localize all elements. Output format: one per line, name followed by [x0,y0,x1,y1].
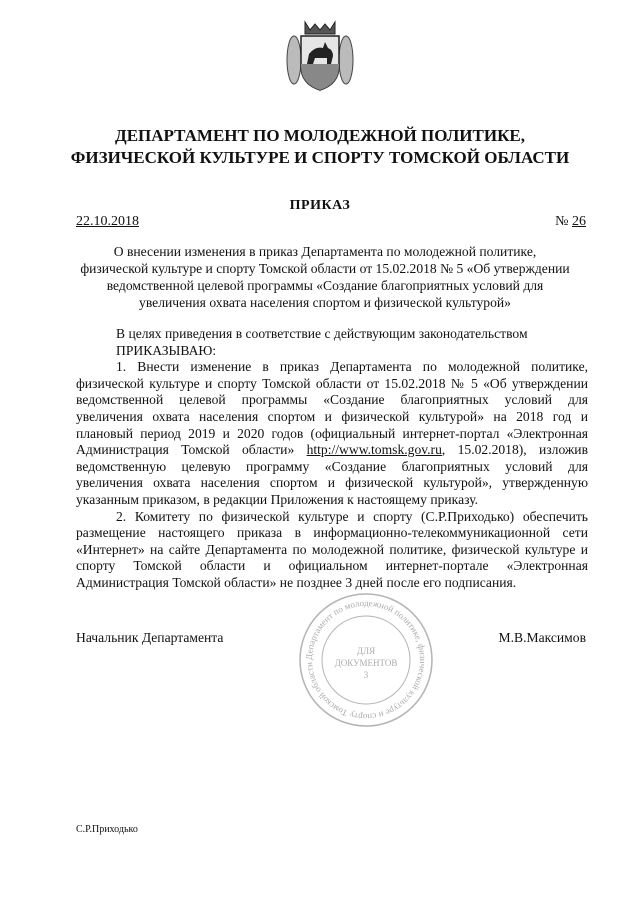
order-number-value: 26 [572,214,586,229]
portal-link[interactable]: http://www.tomsk.gov.ru [306,442,442,458]
signatory-position: Начальник Департамента [76,630,224,645]
stamp-center-line: 3 [363,670,369,680]
order-number [555,214,586,230]
paragraph-1-line: увеличения охвата населения спортом и физической культурой» на 2018 год и [76,408,588,424]
order-date: 22.10.2018 [76,214,139,229]
stamp-ring-text: Департамент по молодежной политике, физической культуре и спорту Томской области [303,597,429,723]
order-subject [60,243,590,311]
paragraph-2-line: 2. Комитету по физической культуре и спорту (С.Р.Приходько) обеспечить [116,508,588,524]
stamp-center-line: ДОКУМЕНТОВ [334,658,398,668]
paragraph-1-line: физической культуре и спорту Томской области от 15.02.2018 № 5 «Об утверждении [76,375,588,391]
subject-line: увеличения охвата населения спортом и физической культурой» [139,295,511,310]
document-author: С.Р.Приходько [76,824,138,835]
paragraph-2-line: «Интернет» на сайте Департамента по молодежной политике, физической культуре и [76,541,588,557]
paragraph-1-text: , 15.02.2018), изложив [441,442,588,458]
paragraph-1-line: ведомственной целевой программы «Создание благоприятных условий для [76,392,588,408]
department-line-2: ФИЗИЧЕСКОЙ КУЛЬТУРЕ И СПОРТУ ТОМСКОЙ ОБЛАСТИ [70,148,570,167]
paragraph-2-line: Администрация Томской области» не позднее 3 дней после его подписания. [76,574,517,590]
department-line-1: ДЕПАРТАМЕНТ ПО МОЛОДЕЖНОЙ ПОЛИТИКЕ, [115,126,525,145]
order-title: ПРИКАЗ [289,198,351,213]
paragraph-1-line [76,442,588,459]
preamble: В целях приведения в соответствие с действующим законодательством [116,326,528,341]
paragraph-1-text: Администрация Томской области» [76,442,295,458]
paragraph-1-line: указанным приказом, в редакции Приложения к настоящему приказу. [76,491,479,507]
paragraph-1-line: плановый период 2019 и 2020 годов (официальный интернет-портал «Электронная [76,425,588,441]
subject-line: О внесении изменения в приказ Департамента по молодежной политике, [113,244,537,259]
tomsk-coat-of-arms-icon [285,18,355,94]
order-body [76,326,588,592]
stamp-center-line: ДЛЯ [356,646,376,656]
paragraph-2-line: размещение настоящего приказа в информационно-телекоммуникационной сети [76,525,588,541]
subject-line: ведомственной целевой программы «Создание благоприятных условий для [106,278,544,293]
paragraph-2-line: спорту Томской области и официальном интернет-портале «Электронная [76,558,588,574]
subject-line: физической культуре и спорту Томской области от 15.02.2018 № 5 «Об утверждении [80,261,570,276]
paragraph-1-line: 1. Внести изменение в приказ Департамента по молодежной политике, [116,359,588,375]
order-word: ПРИКАЗЫВАЮ: [116,342,217,358]
department-name [40,125,600,169]
official-stamp [296,590,436,730]
paragraph-1-line: ведомственную целевую программу «Создание благоприятных условий для [76,458,588,474]
order-number-prefix: № [555,214,569,229]
paragraph-1-line: увеличения охвата населения спортом и физической культурой», утвержденную [76,475,588,491]
signatory-name: М.В.Максимов [498,630,586,645]
